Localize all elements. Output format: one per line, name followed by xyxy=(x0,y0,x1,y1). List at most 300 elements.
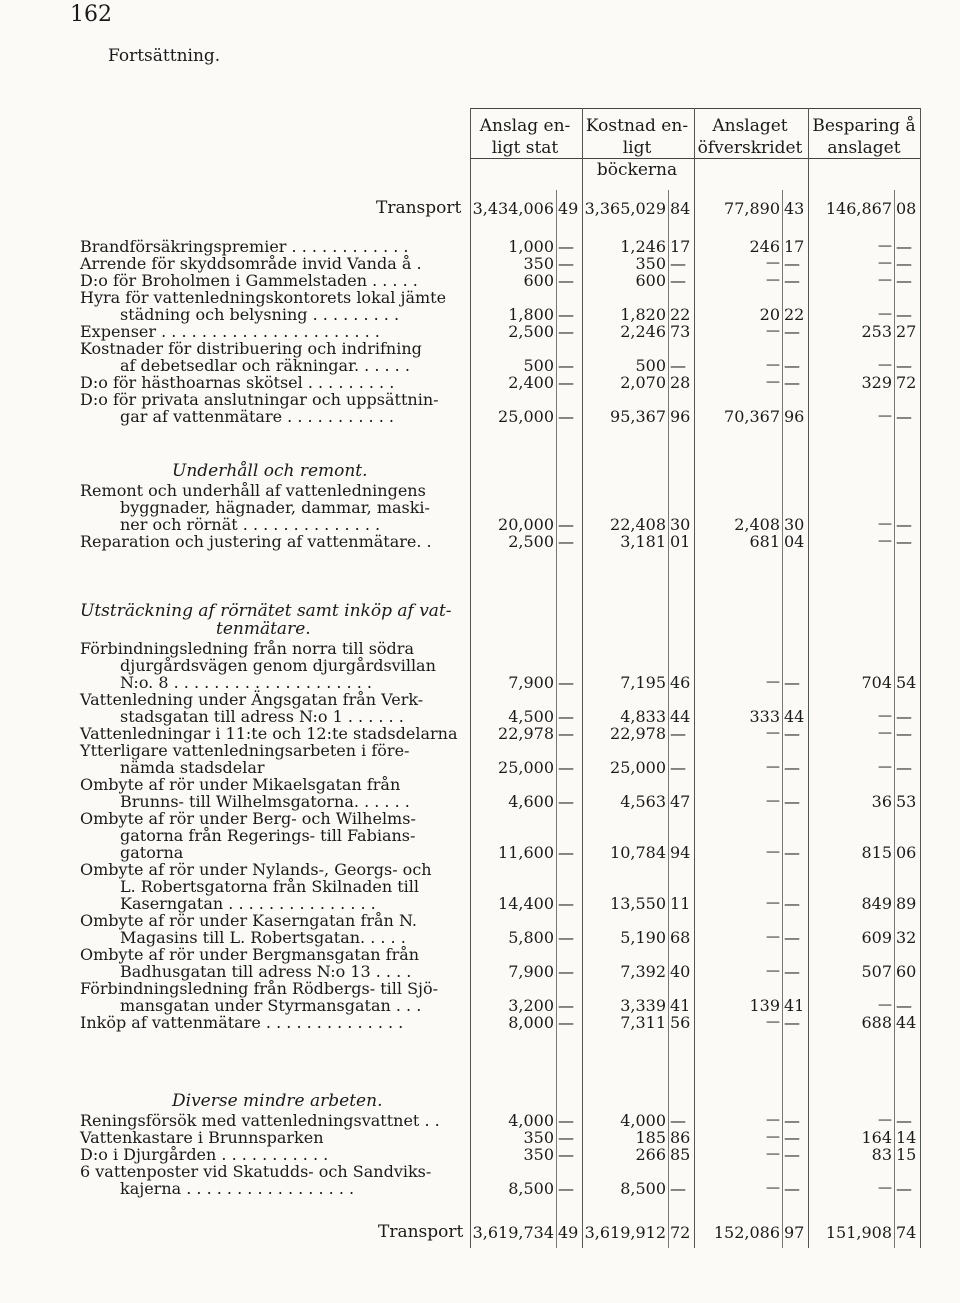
row-line: D:o för privata anslutningar och uppsättnin- xyxy=(80,390,439,409)
table-row-description xyxy=(80,810,416,861)
table-row-description xyxy=(80,742,409,776)
row-line: ner och rörnät . . . . . . . . . . . . . . xyxy=(120,515,381,534)
transport-top-value: 146,867 xyxy=(825,199,892,218)
row-value: 2,400 xyxy=(508,373,554,392)
table-row-description xyxy=(80,725,457,742)
row-ore: — xyxy=(558,1128,574,1147)
row-line: gatorna från Regerings- till Fabians- xyxy=(120,826,416,845)
row-value: 4,000 xyxy=(620,1111,666,1130)
row-ore: — xyxy=(896,532,912,551)
row-value: 13,550 xyxy=(610,894,666,913)
transport-top-value: 3,365,029 xyxy=(584,199,666,218)
row-ore: 44 xyxy=(896,1013,917,1032)
column-rule xyxy=(808,108,809,1248)
row-ore: — xyxy=(558,237,574,256)
row-value: 4,833 xyxy=(620,707,666,726)
row-value: — xyxy=(766,255,780,271)
row-ore: — xyxy=(896,724,912,743)
column-header-besparing: Besparing å anslaget xyxy=(812,116,916,158)
row-line: kajerna . . . . . . . . . . . . . . . . . xyxy=(120,1179,355,1198)
table-row-description xyxy=(80,374,394,391)
row-value: 22,978 xyxy=(498,724,554,743)
row-value: 25,000 xyxy=(498,407,554,426)
row-value: 2,246 xyxy=(620,322,666,341)
row-ore: — xyxy=(784,928,800,947)
row-ore: — xyxy=(558,758,574,777)
row-ore: 86 xyxy=(670,1128,691,1147)
table-row-description xyxy=(80,912,417,946)
row-ore: — xyxy=(784,254,800,273)
row-ore: — xyxy=(784,962,800,981)
row-value: 500 xyxy=(523,356,554,375)
row-value: 185 xyxy=(635,1128,666,1147)
row-ore: — xyxy=(784,1111,800,1130)
row-ore: 56 xyxy=(670,1013,691,1032)
row-ore: — xyxy=(784,322,800,341)
row-ore: — xyxy=(558,707,574,726)
row-line: D:o i Djurgården . . . . . . . . . . . xyxy=(80,1145,329,1164)
row-value: — xyxy=(766,323,780,339)
row-ore: 32 xyxy=(896,928,917,947)
row-ore: 06 xyxy=(896,843,917,862)
row-ore: 54 xyxy=(896,673,917,692)
row-ore: — xyxy=(558,271,574,290)
row-ore: — xyxy=(896,1179,912,1198)
table-row-description xyxy=(80,1146,328,1163)
section-title: tenmätare. xyxy=(216,619,311,639)
row-value: — xyxy=(878,1112,892,1128)
row-ore: 41 xyxy=(784,996,805,1015)
transport-bottom-ore: 72 xyxy=(670,1223,691,1242)
row-line: Vattenledning under Ängsgatan från Verk- xyxy=(80,690,424,709)
row-ore: — xyxy=(558,356,574,375)
row-ore: — xyxy=(558,928,574,947)
row-ore: 94 xyxy=(670,843,691,862)
table-row-description xyxy=(80,533,432,550)
row-value: 22,408 xyxy=(610,515,666,534)
table-row-description xyxy=(80,980,438,1014)
ore-rule xyxy=(894,190,895,1248)
row-ore: — xyxy=(784,894,800,913)
row-line: Reningsförsök med vattenledningsvattnet . . xyxy=(80,1111,440,1130)
transport-bottom-value: 3,619,734 xyxy=(472,1223,554,1242)
row-ore: — xyxy=(558,724,574,743)
row-value: 10,784 xyxy=(610,843,666,862)
row-value: 1,820 xyxy=(620,305,666,324)
row-value: 5,800 xyxy=(508,928,554,947)
row-value: 5,190 xyxy=(620,928,666,947)
table-row-description xyxy=(80,776,410,810)
row-line: Badhusgatan till adress N:o 13 . . . . xyxy=(120,962,412,981)
row-value: 253 xyxy=(861,322,892,341)
transport-top-ore: 49 xyxy=(558,199,579,218)
row-ore: — xyxy=(558,532,574,551)
table-row-description xyxy=(80,1112,440,1129)
row-value: 25,000 xyxy=(610,758,666,777)
row-value: 815 xyxy=(861,843,892,862)
row-value: — xyxy=(766,963,780,979)
row-ore: — xyxy=(896,271,912,290)
row-value: — xyxy=(878,272,892,288)
row-ore: 96 xyxy=(784,407,805,426)
row-ore: — xyxy=(558,996,574,1015)
row-value: 849 xyxy=(861,894,892,913)
row-value: 246 xyxy=(749,237,780,256)
row-ore: — xyxy=(558,894,574,913)
row-ore: — xyxy=(558,1111,574,1130)
row-value: 25,000 xyxy=(498,758,554,777)
row-value: 70,367 xyxy=(724,407,780,426)
row-value: 3,200 xyxy=(508,996,554,1015)
row-value: 4,500 xyxy=(508,707,554,726)
row-line: Brunns- till Wilhelmsgatorna. . . . . . xyxy=(120,792,410,811)
row-ore: 30 xyxy=(784,515,805,534)
row-ore: 89 xyxy=(896,894,917,913)
row-ore: — xyxy=(784,724,800,743)
row-value: 2,500 xyxy=(508,532,554,551)
row-value: — xyxy=(766,725,780,741)
transport-label: Transport xyxy=(376,198,462,218)
row-value: — xyxy=(878,708,892,724)
row-ore: — xyxy=(784,792,800,811)
row-ore: 96 xyxy=(670,407,691,426)
row-ore: — xyxy=(896,237,912,256)
row-ore: 22 xyxy=(670,305,691,324)
row-ore: 27 xyxy=(896,322,917,341)
row-ore: — xyxy=(896,254,912,273)
row-ore: 30 xyxy=(670,515,691,534)
row-ore: — xyxy=(896,407,912,426)
row-ore: — xyxy=(896,305,912,324)
section-title: Utsträckning af rörnätet samt inköp af vat- xyxy=(80,601,452,621)
row-ore: 14 xyxy=(896,1128,917,1147)
row-value: — xyxy=(766,929,780,945)
row-ore: — xyxy=(784,1145,800,1164)
row-line: Ombyte af rör under Berg- och Wilhelms- xyxy=(80,809,416,828)
row-value: 507 xyxy=(861,962,892,981)
row-line: mansgatan under Styrmansgatan . . . xyxy=(120,996,422,1015)
row-value: 350 xyxy=(523,254,554,273)
row-ore: 28 xyxy=(670,373,691,392)
row-value: — xyxy=(766,844,780,860)
row-value: 333 xyxy=(749,707,780,726)
row-value: 2,500 xyxy=(508,322,554,341)
row-ore: — xyxy=(670,271,686,290)
row-value: — xyxy=(878,408,892,424)
row-value: — xyxy=(766,793,780,809)
row-value: — xyxy=(766,674,780,690)
column-rule xyxy=(582,108,583,1248)
row-value: 8,500 xyxy=(620,1179,666,1198)
row-ore: — xyxy=(558,1145,574,1164)
row-value: — xyxy=(878,759,892,775)
table-top-rule xyxy=(470,108,920,109)
row-ore: — xyxy=(896,996,912,1015)
row-value: — xyxy=(878,357,892,373)
row-value: 4,600 xyxy=(508,792,554,811)
column-header-overskridet: Anslaget öfverskridet xyxy=(697,116,803,158)
row-ore: — xyxy=(784,673,800,692)
row-ore: — xyxy=(784,1179,800,1198)
row-value: 600 xyxy=(523,271,554,290)
transport-label: Transport xyxy=(378,1222,464,1242)
row-line: 6 vattenposter vid Skatudds- och Sandviks- xyxy=(80,1162,432,1181)
row-ore: 40 xyxy=(670,962,691,981)
row-ore: — xyxy=(558,305,574,324)
row-value: — xyxy=(766,1014,780,1030)
row-value: 704 xyxy=(861,673,892,692)
column-rule xyxy=(470,108,471,1248)
row-value: 600 xyxy=(635,271,666,290)
table-row-description xyxy=(80,1014,403,1031)
row-value: 7,195 xyxy=(620,673,666,692)
row-value: 3,339 xyxy=(620,996,666,1015)
row-line: Reparation och justering af vattenmätare. . xyxy=(80,532,432,551)
row-value: — xyxy=(878,533,892,549)
row-ore: 44 xyxy=(670,707,691,726)
row-line: D:o för hästhoarnas skötsel . . . . . . . . . xyxy=(80,373,395,392)
row-value: 7,392 xyxy=(620,962,666,981)
column-header-anslag: Anslag en- ligt stat xyxy=(479,116,571,158)
row-value: 329 xyxy=(861,373,892,392)
transport-bottom-ore: 97 xyxy=(784,1223,805,1242)
row-ore: 01 xyxy=(670,532,691,551)
row-ore: — xyxy=(558,1179,574,1198)
row-ore: — xyxy=(670,254,686,273)
row-ore: — xyxy=(784,843,800,862)
row-value: 20 xyxy=(759,305,780,324)
row-ore: — xyxy=(670,724,686,743)
row-ore: — xyxy=(896,1111,912,1130)
row-value: — xyxy=(878,997,892,1013)
row-ore: — xyxy=(670,1179,686,1198)
row-value: — xyxy=(878,238,892,254)
table-row-description xyxy=(80,289,446,323)
row-ore: — xyxy=(558,843,574,862)
row-line: gar af vattenmätare . . . . . . . . . . . xyxy=(120,407,394,426)
row-value: 7,311 xyxy=(620,1013,666,1032)
transport-top-ore: 84 xyxy=(670,199,691,218)
row-line: Expenser . . . . . . . . . . . . . . . . . . . . . . xyxy=(80,322,380,341)
table-row-description xyxy=(80,640,436,691)
row-ore: — xyxy=(670,758,686,777)
row-line: byggnader, hägnader, dammar, maski- xyxy=(120,498,430,517)
row-value: 3,181 xyxy=(620,532,666,551)
row-line: Vattenkastare i Brunnsparken xyxy=(80,1128,324,1147)
row-value: 500 xyxy=(635,356,666,375)
row-ore: 44 xyxy=(784,707,805,726)
row-ore: — xyxy=(558,1013,574,1032)
row-line: Arrende för skyddsområde invid Vanda å . xyxy=(80,254,422,273)
row-line: Kostnader för distribuering och indrifning xyxy=(80,339,422,358)
row-line: stadsgatan till adress N:o 1 . . . . . . xyxy=(120,707,404,726)
row-value: 2,070 xyxy=(620,373,666,392)
row-line: af debetsedlar och räkningar. . . . . . xyxy=(120,356,410,375)
row-ore: — xyxy=(896,758,912,777)
row-ore: — xyxy=(670,1111,686,1130)
table-row-description xyxy=(80,255,422,272)
row-ore: 85 xyxy=(670,1145,691,1164)
row-ore: — xyxy=(896,707,912,726)
row-ore: — xyxy=(558,673,574,692)
table-row-description xyxy=(80,946,419,980)
row-ore: — xyxy=(558,962,574,981)
row-ore: 68 xyxy=(670,928,691,947)
row-value: — xyxy=(878,1180,892,1196)
row-value: 8,500 xyxy=(508,1179,554,1198)
row-ore: — xyxy=(558,322,574,341)
row-value: — xyxy=(766,357,780,373)
row-line: Kaserngatan . . . . . . . . . . . . . . . xyxy=(120,894,376,913)
row-value: 1,246 xyxy=(620,237,666,256)
table-row-description xyxy=(80,272,418,289)
row-ore: 17 xyxy=(670,237,691,256)
row-value: 11,600 xyxy=(498,843,554,862)
section-title: Diverse mindre arbeten. xyxy=(172,1091,383,1111)
row-value: 22,978 xyxy=(610,724,666,743)
row-value: 7,900 xyxy=(508,962,554,981)
row-ore: — xyxy=(558,407,574,426)
row-value: 1,000 xyxy=(508,237,554,256)
row-line: L. Robertsgatorna från Skilnaden till xyxy=(120,877,420,896)
row-ore: 46 xyxy=(670,673,691,692)
row-value: 7,900 xyxy=(508,673,554,692)
transport-top-ore: 43 xyxy=(784,199,805,218)
row-value: — xyxy=(766,374,780,390)
row-value: 1,800 xyxy=(508,305,554,324)
row-ore: — xyxy=(558,373,574,392)
row-value: 164 xyxy=(861,1128,892,1147)
row-ore: — xyxy=(784,271,800,290)
row-ore: 60 xyxy=(896,962,917,981)
table-row-description xyxy=(80,861,432,912)
row-ore: — xyxy=(896,356,912,375)
row-value: 688 xyxy=(861,1013,892,1032)
row-value: 4,563 xyxy=(620,792,666,811)
row-line: D:o för Broholmen i Gammelstaden . . . . . xyxy=(80,271,418,290)
transport-bottom-ore: 49 xyxy=(558,1223,579,1242)
row-ore: 15 xyxy=(896,1145,917,1164)
row-value: 95,367 xyxy=(610,407,666,426)
row-line: Förbindningsledning från Rödbergs- till Sjö- xyxy=(80,979,439,998)
row-value: 350 xyxy=(523,1128,554,1147)
row-value: 350 xyxy=(523,1145,554,1164)
row-ore: — xyxy=(784,356,800,375)
row-ore: — xyxy=(784,758,800,777)
transport-bottom-value: 3,619,912 xyxy=(584,1223,666,1242)
row-value: — xyxy=(766,759,780,775)
row-line: Vattenledningar i 11:te och 12:te stadsdelarna xyxy=(80,724,458,743)
column-header-kostnad: Kostnad en- ligt böckerna xyxy=(585,116,689,180)
row-line: Förbindningsledning från norra till södra xyxy=(80,639,414,658)
row-value: 350 xyxy=(635,254,666,273)
row-ore: — xyxy=(784,1128,800,1147)
row-line: Hyra för vattenledningskontorets lokal jämte xyxy=(80,288,447,307)
row-line: djurgårdsvägen genom djurgårdsvillan xyxy=(120,656,436,675)
row-ore: — xyxy=(670,356,686,375)
row-ore: 04 xyxy=(784,532,805,551)
ore-rule xyxy=(782,190,783,1248)
table-row-description xyxy=(80,391,439,425)
row-ore: 53 xyxy=(896,792,917,811)
row-ore: — xyxy=(784,1013,800,1032)
row-line: Magasins till L. Robertsgatan. . . . . xyxy=(120,928,406,947)
row-value: 14,400 xyxy=(498,894,554,913)
row-line: Remont och underhåll af vattenledningens xyxy=(80,481,426,500)
transport-bottom-ore: 74 xyxy=(896,1223,917,1242)
table-row-description xyxy=(80,691,423,725)
row-ore: — xyxy=(784,373,800,392)
row-value: — xyxy=(878,255,892,271)
row-value: — xyxy=(878,516,892,532)
transport-top-value: 3,434,006 xyxy=(472,199,554,218)
continuation-label: Fortsättning. xyxy=(108,46,221,66)
row-value: 609 xyxy=(861,928,892,947)
row-value: — xyxy=(878,306,892,322)
row-ore: 41 xyxy=(670,996,691,1015)
row-value: 139 xyxy=(749,996,780,1015)
row-line: Brandförsäkringspremier . . . . . . . . . . . . xyxy=(80,237,409,256)
row-ore: 11 xyxy=(670,894,691,913)
row-value: — xyxy=(878,725,892,741)
row-line: Ombyte af rör under Bergmansgatan från xyxy=(80,945,420,964)
row-line: Ombyte af rör under Nylands-, Georgs- och xyxy=(80,860,432,879)
row-value: 83 xyxy=(871,1145,892,1164)
row-ore: — xyxy=(558,254,574,273)
row-ore: — xyxy=(896,515,912,534)
ore-rule xyxy=(556,190,557,1248)
row-value: — xyxy=(766,1180,780,1196)
row-value: 4,000 xyxy=(508,1111,554,1130)
row-line: städning och belysning . . . . . . . . . xyxy=(120,305,400,324)
row-line: gatorna xyxy=(120,843,184,862)
row-line: Inköp af vattenmätare . . . . . . . . . . . . . . xyxy=(80,1013,404,1032)
row-value: 36 xyxy=(871,792,892,811)
row-ore: 22 xyxy=(784,305,805,324)
transport-top-ore: 08 xyxy=(896,199,917,218)
row-value: — xyxy=(766,1129,780,1145)
row-line: Ombyte af rör under Kaserngatan från N. xyxy=(80,911,417,930)
row-line: Ytterligare vattenledningsarbeten i före- xyxy=(80,741,410,760)
table-row-description xyxy=(80,238,409,255)
row-value: 266 xyxy=(635,1145,666,1164)
row-value: — xyxy=(766,272,780,288)
transport-bottom-value: 151,908 xyxy=(825,1223,892,1242)
row-line: N:o. 8 . . . . . . . . . . . . . . . . . . . . xyxy=(120,673,372,692)
transport-top-value: 77,890 xyxy=(724,199,780,218)
table-row-description xyxy=(80,340,422,374)
row-ore: — xyxy=(558,792,574,811)
row-value: — xyxy=(766,895,780,911)
row-value: 2,408 xyxy=(734,515,780,534)
row-ore: 72 xyxy=(896,373,917,392)
row-line: nämda stadsdelar xyxy=(120,758,265,777)
table-row-description xyxy=(80,482,430,533)
column-rule xyxy=(694,108,695,1248)
transport-bottom-value: 152,086 xyxy=(713,1223,780,1242)
table-row-description xyxy=(80,1129,324,1146)
page-number: 162 xyxy=(70,2,112,27)
ore-rule xyxy=(668,190,669,1248)
row-value: 20,000 xyxy=(498,515,554,534)
row-value: — xyxy=(766,1112,780,1128)
row-line: Ombyte af rör under Mikaelsgatan från xyxy=(80,775,401,794)
row-ore: 73 xyxy=(670,322,691,341)
table-row-description xyxy=(80,1163,431,1197)
row-value: — xyxy=(766,1146,780,1162)
column-rule xyxy=(920,108,921,1248)
row-value: 8,000 xyxy=(508,1013,554,1032)
